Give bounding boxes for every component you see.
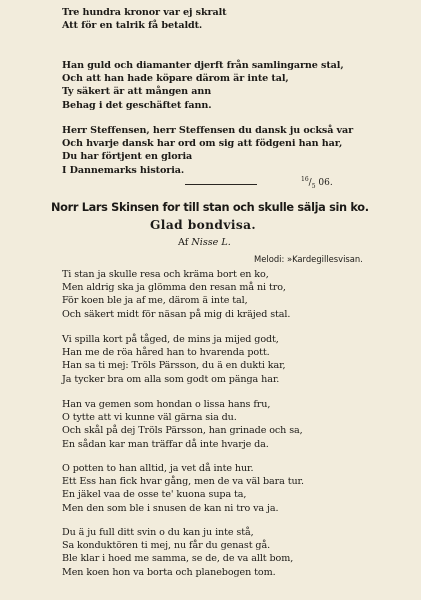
verse-line: Han me de röa håred han to hvarenda pott. — [62, 347, 270, 359]
verse-line: Ti stan ja skulle resa och kräma bort en ko, — [62, 269, 269, 280]
verse-line: Han sa ti mej: Tröls Pärsson, du ä en dukti kar, — [62, 360, 286, 372]
song-headline: Norr Lars Skinsen for till stan och skulle sälja sin ko. — [51, 200, 369, 214]
stanza-3 — [62, 124, 402, 177]
date-year: 06. — [318, 178, 333, 188]
author-line — [178, 237, 231, 248]
author-name: Nisse L. — [191, 237, 231, 248]
verse-line: Sa konduktören ti mej, nu får du genast gå. — [62, 540, 271, 552]
verse-line: Men den som ble i snusen de kan ni tro va ja. — [62, 502, 279, 514]
date-mark: $^{16}/_5$ 06. — [301, 176, 333, 190]
date-day: 16 — [301, 176, 309, 183]
date-month: 5 — [311, 182, 316, 190]
text-line: Herr Steffensen, herr Steffensen du dansk ju också var — [62, 125, 354, 136]
text-line: Att för en talrik få betaldt. — [62, 20, 203, 32]
verse-3 — [62, 398, 402, 451]
verse-line: Men koen hon va borta och planebogen tom. — [62, 566, 276, 578]
verse-line: Vi spilla kort på tåged, de mins ja mijed godt, — [62, 334, 279, 345]
verse-line: O potten to han alltid, ja vet då inte hur. — [62, 463, 254, 474]
text-line: I Dannemarks historia. — [62, 164, 185, 176]
song-subtitle: Glad bondvisa. — [150, 218, 257, 232]
verse-5 — [62, 526, 402, 579]
verse-line: Ja tycker bra om alla som godt om pänga har. — [62, 373, 280, 385]
text-line: Du har förtjent en gloria — [62, 151, 193, 163]
section-divider — [185, 184, 257, 185]
verse-line: Du ä ju full ditt svin o du kan ju inte stå, — [62, 527, 254, 538]
verse-2 — [62, 333, 402, 386]
stanza-1 — [62, 6, 402, 32]
text-line: Behag i det geschäftet fann. — [62, 99, 212, 111]
verse-line: Han va gemen som hondan o lissa hans fru, — [62, 399, 271, 410]
verse-line: Och säkert midt för näsan på mig di kräjed stal. — [62, 308, 291, 320]
verse-line: Men aldrig ska ja glömma den resan må ni tro, — [62, 282, 286, 294]
text-line: Och att han hade köpare därom är inte tal, — [62, 73, 289, 85]
verse-line: Ett Ess han fick hvar gång, men de va väl bara tur. — [62, 476, 304, 488]
verse-line: Ble klar i hoed me samma, se de, de va allt bom, — [62, 553, 294, 565]
text-line: Och hvarje dansk har ord om sig att födgeni han har, — [62, 138, 343, 150]
verse-1 — [62, 268, 402, 321]
verse-line: En jäkel vaa de osse te' kuona supa ta, — [62, 489, 247, 501]
verse-4 — [62, 462, 402, 515]
author-prefix: Af — [178, 237, 189, 248]
stanza-2 — [62, 59, 402, 112]
verse-line: Och skål på dej Tröls Pärsson, han grinade och sa, — [62, 425, 303, 437]
verse-line: För koen ble ja af me, därom ä inte tal, — [62, 295, 248, 307]
verse-line: O tytte att vi kunne väl gärna sia du. — [62, 412, 237, 424]
verse-line: En sådan kar man träffar då inte hvarje da. — [62, 438, 269, 450]
text-line: Han guld och diamanter djerft från samlingarne stal, — [62, 60, 344, 71]
text-line: Tre hundra kronor var ej skralt — [62, 7, 227, 18]
melody-note: Melodi: »Kardegillesvisan. — [254, 254, 363, 264]
text-line: Ty säkert är att mången ann — [62, 86, 212, 98]
